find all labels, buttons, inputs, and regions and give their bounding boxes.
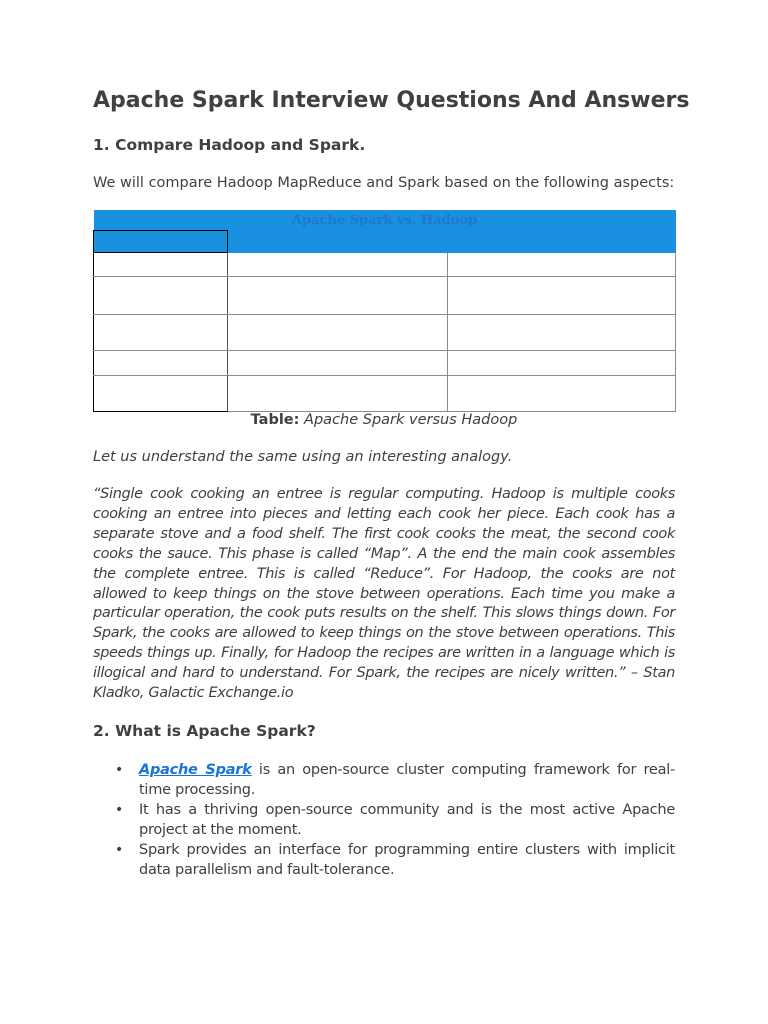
table-row bbox=[94, 315, 676, 351]
list-item bbox=[93, 760, 675, 800]
page-title: Apache Spark Interview Questions And Answers bbox=[93, 88, 690, 113]
question-1-intro: We will compare Hadoop MapReduce and Spark based on the following aspects: bbox=[93, 175, 675, 191]
table-title: Apache Spark vs. Hadoop bbox=[94, 210, 676, 231]
table-row bbox=[94, 277, 676, 315]
table-cell bbox=[228, 253, 448, 277]
list-item bbox=[93, 840, 675, 880]
table-cell bbox=[448, 253, 676, 277]
caption-label: Table: bbox=[250, 412, 300, 428]
question-2-heading: 2. What is Apache Spark? bbox=[93, 722, 316, 740]
table-cell bbox=[228, 315, 448, 351]
table-header-cell bbox=[448, 231, 676, 253]
bullet-text: It has a thriving open-source community and is the most active Apache project at the moment. bbox=[139, 802, 675, 838]
bullet-text: Spark provides an interface for programming entire clusters with implicit data parallelism and fault-tolerance. bbox=[139, 842, 675, 878]
table-caption bbox=[93, 412, 675, 428]
bullet-icon: • bbox=[115, 762, 124, 778]
table-header-row bbox=[94, 231, 676, 253]
table-cell bbox=[448, 315, 676, 351]
list-item bbox=[93, 800, 675, 840]
table-cell bbox=[94, 253, 228, 277]
bullet-icon: • bbox=[115, 842, 124, 858]
bullet-text: is an open-source cluster computing framework for real-time processing. bbox=[139, 762, 676, 798]
table-cell bbox=[448, 376, 676, 412]
table-cell bbox=[94, 351, 228, 376]
table-cell bbox=[94, 277, 228, 315]
table-cell bbox=[228, 277, 448, 315]
table-header-cell bbox=[94, 231, 228, 253]
spark-bullet-list bbox=[93, 760, 675, 880]
table-row bbox=[94, 376, 676, 412]
apache-spark-link[interactable]: Apache Spark bbox=[139, 762, 252, 778]
caption-text: Apache Spark versus Hadoop bbox=[299, 412, 518, 428]
table-cell bbox=[228, 376, 448, 412]
table-cell bbox=[228, 351, 448, 376]
table-row bbox=[94, 253, 676, 277]
table-cell bbox=[94, 376, 228, 412]
question-1-heading: 1. Compare Hadoop and Spark. bbox=[93, 136, 366, 154]
table-row bbox=[94, 351, 676, 376]
analogy-quote: “Single cook cooking an entree is regular computing. Hadoop is multiple cooks cooking an entree into pieces and letting each cook her piece. Each cook has a separate stove and a food shelf. The first cook cooks the meat, the second cook cooks the sauce. This phase is called “Map”. A the end the main cook assembles the complete entree. This is called “Reduce”. For Hadoop, the cooks are not allowed to keep things on the stove between operations. Each time you make a particular operation, the cook puts results on the shelf. This slows things down. For Spark, the cooks are allowed to keep things on the stove between operations. This speeds things up. Finally, for Hadoop the recipes are written in a language which is illogical and hard to understand. For Spark, the recipes are nicely written.” – Stan Kladko, Galactic Exchange.io bbox=[93, 486, 675, 702]
comparison-table bbox=[93, 210, 676, 412]
table-header-cell bbox=[228, 231, 448, 253]
table-cell bbox=[448, 351, 676, 376]
analogy-intro: Let us understand the same using an interesting analogy. bbox=[93, 449, 513, 465]
table-cell bbox=[94, 315, 228, 351]
table-cell bbox=[448, 277, 676, 315]
bullet-icon: • bbox=[115, 802, 124, 818]
